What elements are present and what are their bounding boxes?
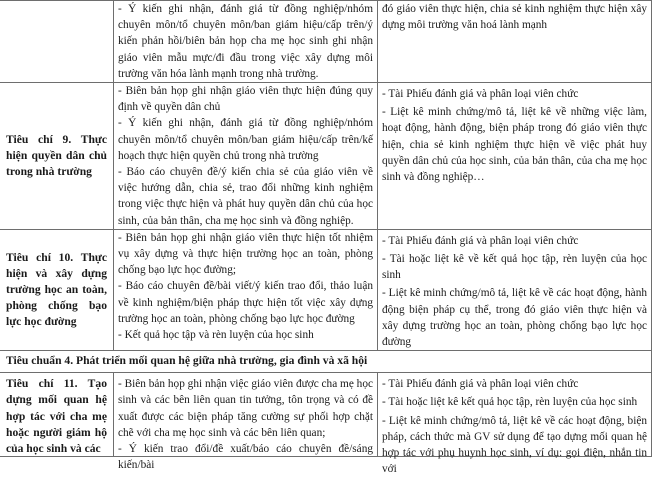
table-row: [0, 373, 652, 457]
standard-heading: Tiêu chuẩn 4. Phát triển mối quan hệ giữa nhà trường, gia đình và xã hội: [0, 351, 652, 373]
evidence-cell: [114, 373, 378, 472]
documents-cell: [378, 1, 652, 83]
table-row: [0, 83, 652, 230]
evidence-item: - Biên bản họp ghi nhận giáo viên thực hiện đúng quy định về quyền dân chủ: [118, 85, 373, 114]
evidence-item: - Kết quả học tập và rèn luyện của học sinh: [118, 329, 314, 342]
evidence-item: - Ý kiến ghi nhận, đánh giá từ đồng nghiệp/nhóm chuyên môn/tổ chuyên môn/ban giám hiệu/cấp trên/ý kiến phản hồi/biên bản họp cha mẹ học sinh ghi nhận giáo viên mẫu mực/đi đầu trong việc xây dựng môi trường văn hóa lành mạnh trong nhà trường.: [118, 3, 373, 80]
table-row: [0, 1, 652, 83]
evidence-item: - Báo cáo chuyên đề/bài viết/ý kiến trao đổi, thảo luận về kinh nghiệm/biện pháp thực hiện tốt việc xây dựng trường học an toàn, phòng chống bạo lực học đường: [118, 280, 373, 325]
documents-cell: [378, 83, 652, 230]
document-item: - Tài Phiếu đánh giá và phân loại viên chức: [382, 234, 579, 247]
criterion-cell: Tiêu chí 9. Thực hiện quyền dân chủ trong nhà trường: [0, 83, 114, 230]
standard-row: [0, 351, 652, 373]
documents-list: [382, 373, 647, 476]
table-row: [0, 229, 652, 350]
document-item: - Tài Phiếu đánh giá và phân loại viên chức: [382, 378, 579, 391]
evidence-item: - Biên bản họp ghi nhận giáo viên thực hiện tốt nhiệm vụ xây dựng và thực hiện trường học an toàn, phòng chống bạo lực học đường;: [118, 231, 373, 277]
document-item: - Tài hoặc liệt kê về kết quả học tập, rèn luyện của học sinh: [382, 253, 647, 282]
evidence-cell: [114, 229, 378, 350]
criterion-cell: [0, 1, 114, 83]
document-item: - Liệt kê minh chứng/mô tả, liệt kê về các hoạt động, hành động biện pháp cụ thể, trong đó giáo viên thực hiện và xây dựng trường học an toàn, phòng chống bạo lực học đường: [382, 287, 647, 349]
evidence-list: [118, 373, 373, 472]
evidence-item: - Ý kiến trao đổi/đề xuất/báo cáo chuyên đề/sáng kiến/bài: [118, 443, 373, 472]
criterion-text: Tiêu chí 11. Tạo dựng mối quan hệ hợp tác với cha mẹ hoặc người giám hộ của học sinh và các: [6, 377, 107, 456]
document-item: - Tài Phiếu đánh giá và phân loại viên chức: [382, 88, 579, 101]
document-item: - Tài hoặc liệt kê kết quả học tập, rèn luyện của học sinh: [382, 396, 638, 409]
document-item: - Liệt kê minh chứng/mô tả, liệt kê về những việc làm, hoạt động, hành động, biện pháp trong đó giáo viên thực hiện, chia sẻ kinh nghiệm thực hiện về việc phát huy quyền dân chủ của học sinh, của bản thân, của cha mẹ học sinh và đồng nghiệp…: [382, 106, 647, 184]
document-item: - Liệt kê minh chứng/mô tả, liệt kê về các hoạt động, biện pháp, cách thức mà GV sử dụng để tạo dựng mối quan hệ hợp tác với phụ huynh học sinh, ví dụ: gọi điện, nhắn tin với: [382, 414, 647, 476]
criterion-cell: [0, 373, 114, 457]
evidence-item: - Biên bản họp ghi nhận việc giáo viên được cha mẹ học sinh và các bên liên quan tin tưởng, tôn trọng và có đề xuất được các biện pháp tăng cường sự phối hợp chặt chẽ với cha mẹ học sinh và các bên liên quan;: [118, 378, 373, 439]
evidence-item: - Báo cáo chuyên đề/ý kiến chia sẻ của giáo viên về việc hướng dẫn, chia sẻ, trao đổi những kinh nghiệm trong việc thực hiện và phát huy quyền dân chủ của học sinh, của bản thân, cha mẹ học sinh và đồng nghiệp.: [118, 166, 373, 227]
criterion-cell: Tiêu chí 10. Thực hiện và xây dựng trường học an toàn, phòng chống bạo lực học đường: [0, 229, 114, 350]
documents-cell: [378, 373, 652, 476]
document-item: đó giáo viên thực hiện, chia sẻ kinh nghiệm thực hiện xây dựng môi trường văn hoá lành mạnh: [382, 3, 647, 32]
evidence-cell: [114, 1, 378, 83]
documents-cell: [378, 229, 652, 350]
evidence-cell: [114, 83, 378, 230]
evidence-item: - Ý kiến ghi nhận, đánh giá từ đồng nghiệp/nhóm chuyên môn/tổ chuyên môn/ban giám hiệu/cấp trên/kế hoạch thực hiện quyền chủ trong nhà trường: [118, 117, 373, 162]
